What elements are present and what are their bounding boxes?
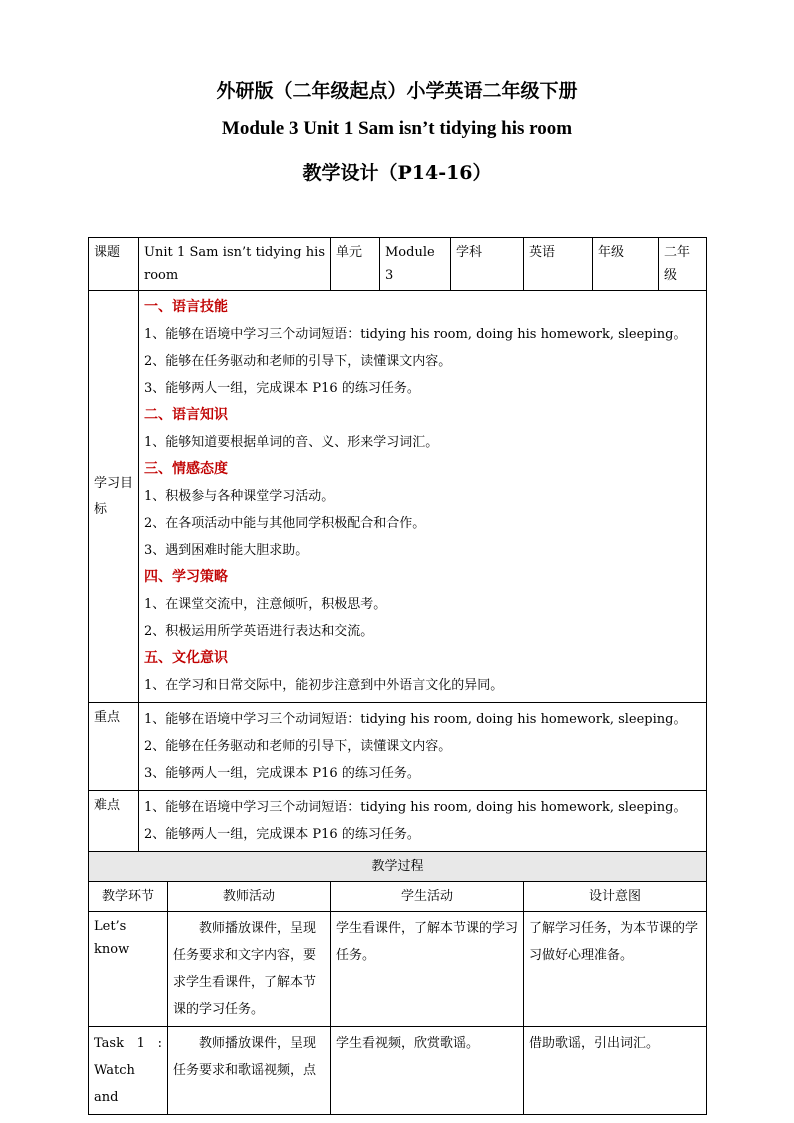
objective-item: 1、在课堂交流中，注意倾听，积极思考。 [144, 597, 387, 612]
difficulties-content [139, 791, 707, 852]
grade-value: 二年级 [659, 238, 707, 291]
grade-label: 年级 [593, 238, 659, 291]
header-stage: 教学环节 [89, 882, 168, 912]
objective-heading: 四、学习策略 [144, 569, 228, 585]
difficulties-label: 难点 [89, 791, 139, 852]
objective-item: 3、遇到困难时能大胆求助。 [144, 543, 309, 558]
process-title: 教学过程 [89, 852, 707, 882]
process-header-row [89, 882, 707, 912]
header-teacher: 教师活动 [168, 882, 331, 912]
unit-value: Module 3 [380, 238, 451, 291]
process-stage-line: Watch and [94, 1063, 135, 1105]
info-row [89, 238, 707, 291]
objective-item: 1、能够知道要根据单词的音、义、形来学习词汇。 [144, 435, 439, 450]
difficulty-item: 1、能够在语境中学习三个动词短语：tidying his room, doing his homework, sleeping。 [144, 800, 687, 815]
objective-item: 3、能够两人一组，完成课本 P16 的练习任务。 [144, 381, 420, 396]
process-student: 学生看视频，欣赏歌谣。 [331, 1027, 524, 1115]
subject-value: 英语 [524, 238, 593, 291]
objective-item: 1、在学习和日常交际中，能初步注意到中外语言文化的异同。 [144, 678, 504, 693]
doc-title-line3: 教学设计（P14-16） [302, 162, 492, 184]
process-teacher: 教师播放课件，呈现任务要求和文字内容，要求学生看课件，了解本节课的学习任务。 [168, 912, 331, 1027]
process-teacher: 教师播放课件，呈现任务要求和歌谣视频，点 [168, 1027, 331, 1115]
process-intent: 借助歌谣，引出词汇。 [524, 1027, 707, 1115]
objective-heading: 一、语言技能 [144, 299, 228, 315]
objective-item: 2、能够在任务驱动和老师的引导下，读懂课文内容。 [144, 354, 452, 369]
subject-label: 学科 [451, 238, 524, 291]
header-student: 学生活动 [331, 882, 524, 912]
header-intent: 设计意图 [524, 882, 707, 912]
process-row [89, 1027, 707, 1115]
process-stage-line: Task 1 : [94, 1036, 162, 1051]
difficulty-item: 2、能够两人一组，完成课本 P16 的练习任务。 [144, 827, 420, 842]
objectives-label: 学习目标 [89, 291, 139, 703]
process-row [89, 912, 707, 1027]
key-points-label: 重点 [89, 703, 139, 791]
objective-item: 1、能够在语境中学习三个动词短语：tidying his room, doing his homework, sleeping。 [144, 327, 687, 342]
key-point-item: 2、能够在任务驱动和老师的引导下，读懂课文内容。 [144, 739, 452, 754]
course-label: 课题 [89, 238, 139, 291]
process-stage: Let’s know [89, 912, 168, 1027]
key-point-item: 1、能够在语境中学习三个动词短语：tidying his room, doing his homework, sleeping。 [144, 712, 687, 727]
objective-heading: 三、情感态度 [144, 461, 228, 477]
course-value: Unit 1 Sam isn’t tidying his room [139, 238, 331, 291]
process-intent: 了解学习任务，为本节课的学习做好心理准备。 [524, 912, 707, 1027]
process-student: 学生看课件，了解本节课的学习任务。 [331, 912, 524, 1027]
objectives-row [89, 291, 707, 703]
process-title-row [89, 852, 707, 882]
doc-title-line1: 外研版（二年级起点）小学英语二年级下册 [216, 80, 578, 102]
objective-heading: 二、语言知识 [144, 407, 228, 423]
objective-item: 2、积极运用所学英语进行表达和交流。 [144, 624, 374, 639]
unit-label: 单元 [331, 238, 380, 291]
objectives-content [139, 291, 707, 703]
doc-title-line2: Module 3 Unit 1 Sam isn’t tidying his room [221, 118, 573, 139]
objective-heading: 五、文化意识 [144, 650, 228, 666]
objective-item: 2、在各项活动中能与其他同学积极配合和合作。 [144, 516, 426, 531]
key-points-content [139, 703, 707, 791]
lesson-plan-table [88, 237, 707, 1115]
difficulties-row [89, 791, 707, 852]
key-point-item: 3、能够两人一组，完成课本 P16 的练习任务。 [144, 766, 420, 781]
objective-item: 1、积极参与各种课堂学习活动。 [144, 489, 335, 504]
process-stage [89, 1027, 168, 1115]
key-points-row [89, 703, 707, 791]
